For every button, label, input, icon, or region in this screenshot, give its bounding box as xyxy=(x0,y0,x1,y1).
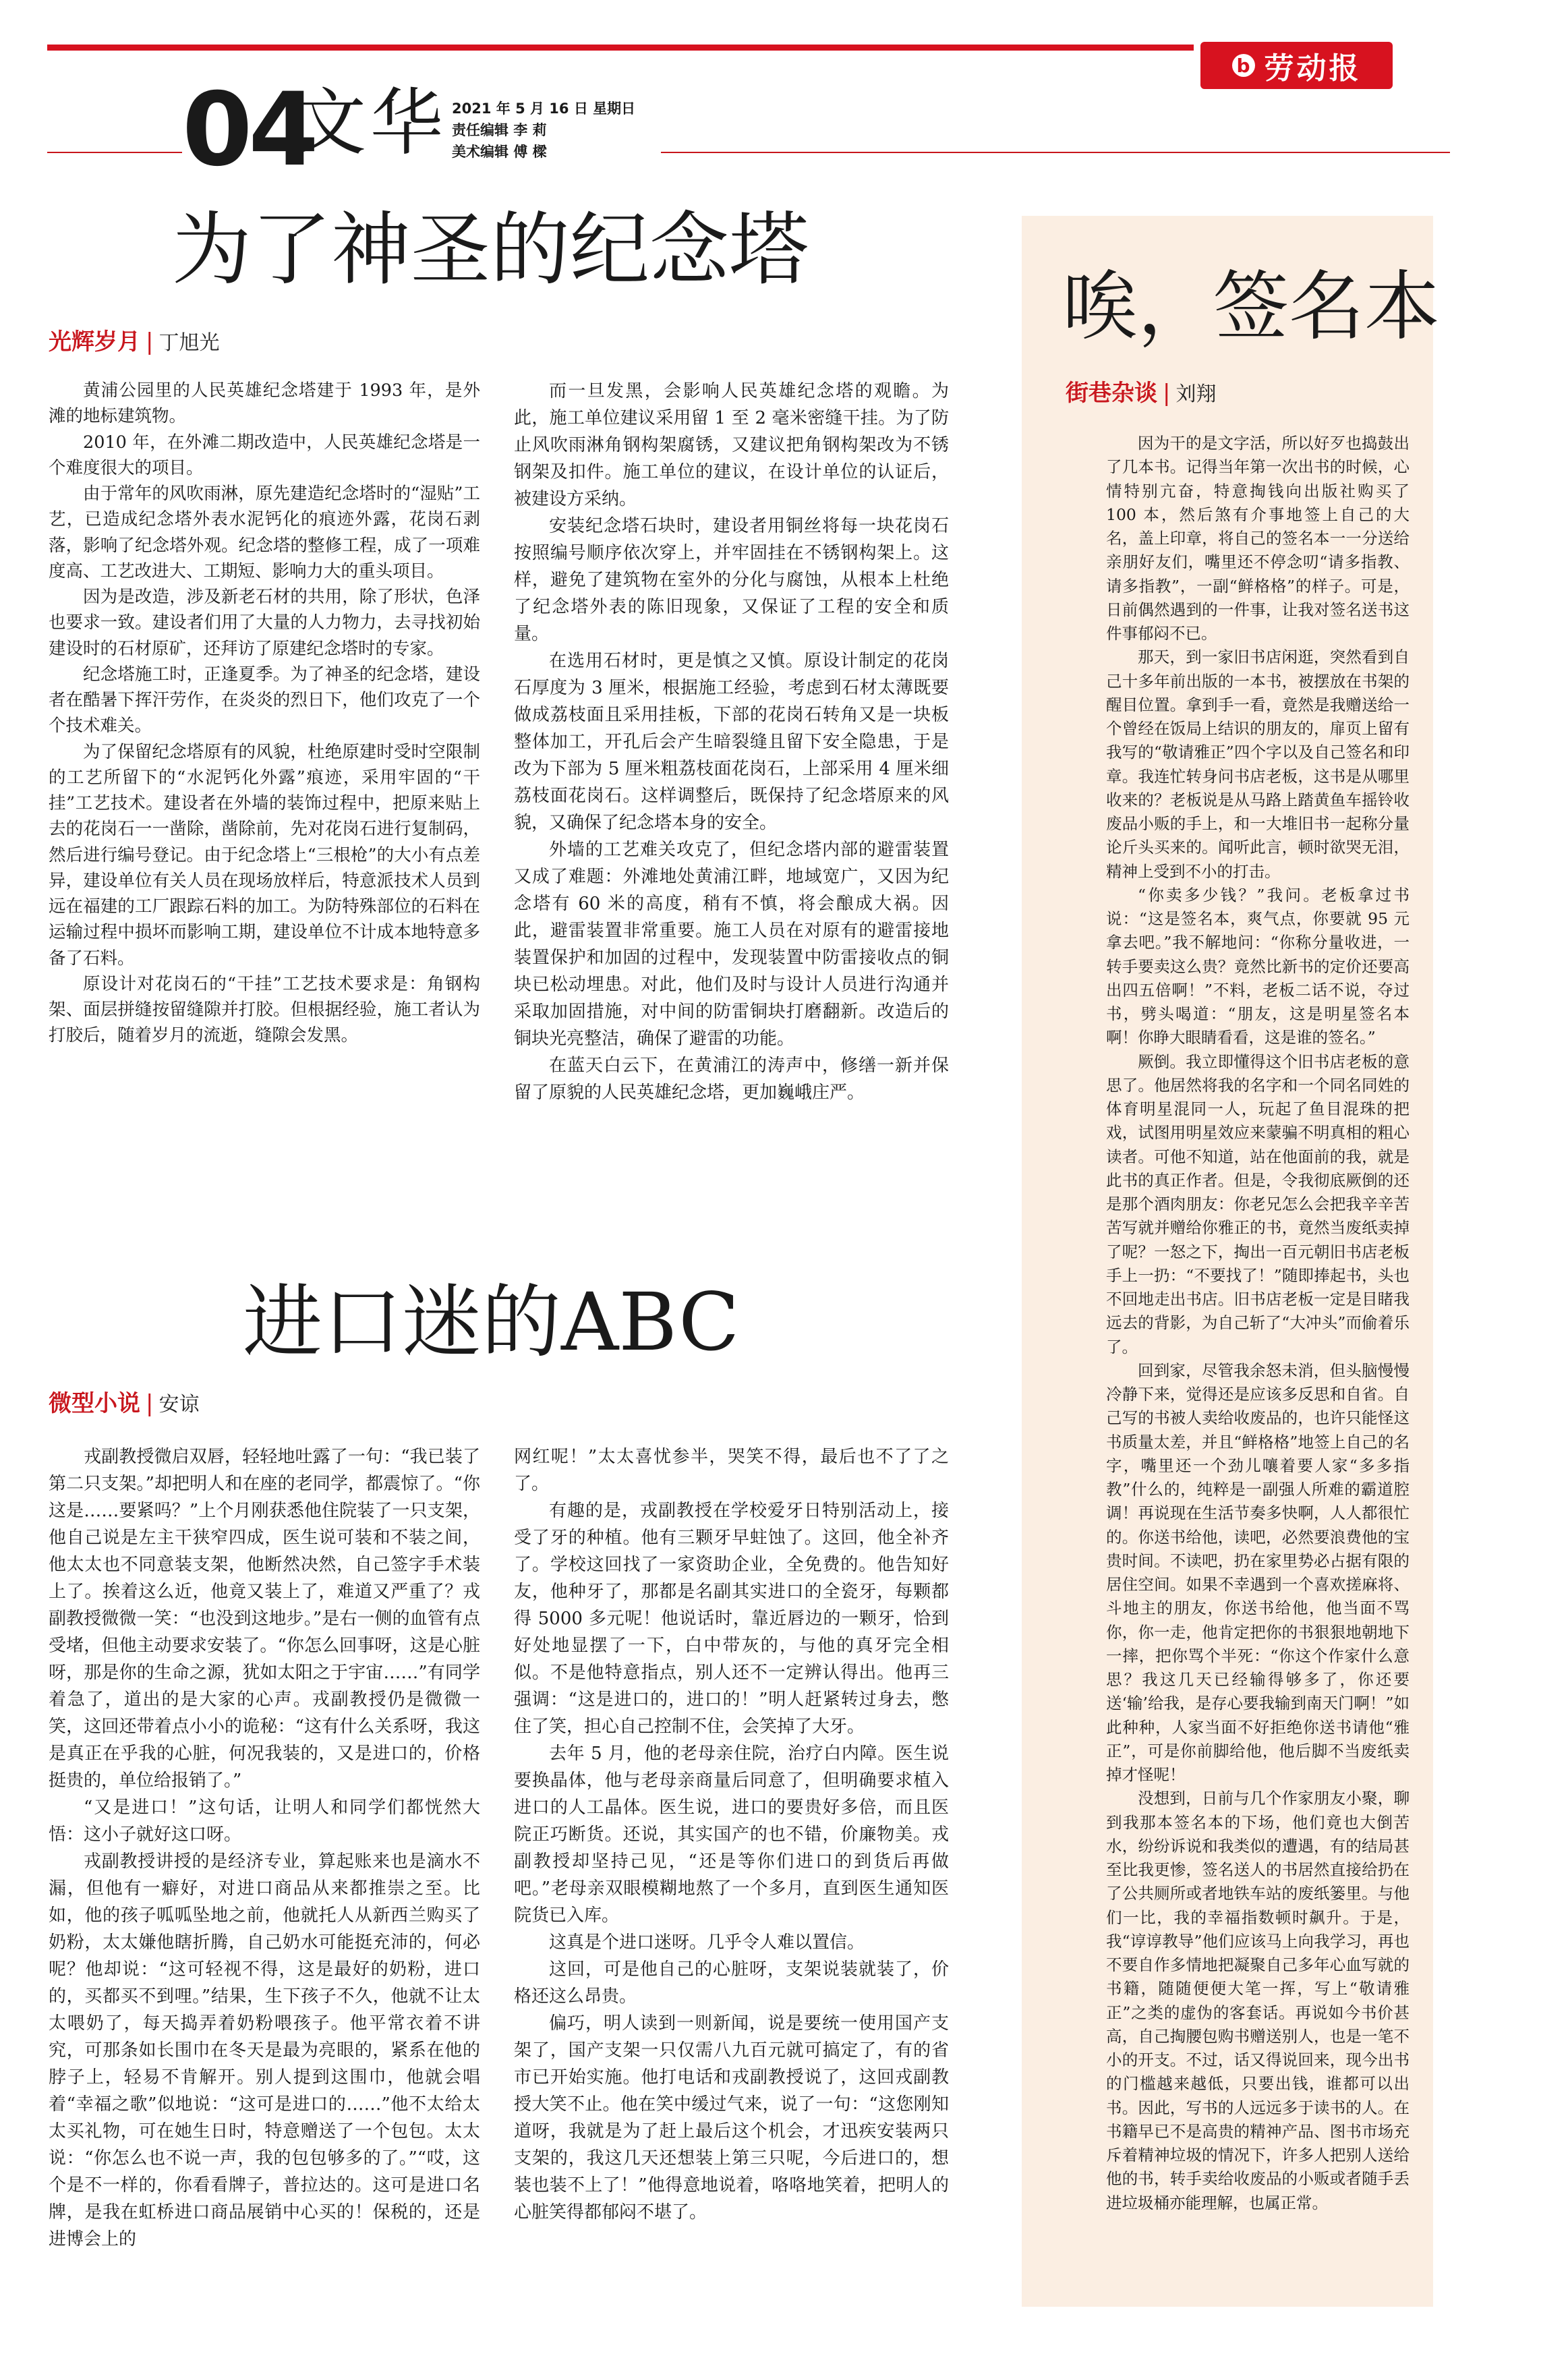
article3-column: 街巷杂谈 xyxy=(1066,380,1157,407)
page-number: 04 xyxy=(182,71,315,189)
issue-date: 2021 年 5 月 16 日 星期日 xyxy=(452,100,636,117)
paragraph: 这真是个进口迷呀。几乎令人难以置信。 xyxy=(549,1932,865,1953)
article3-title: 唉，签名本 xyxy=(1062,263,1440,351)
newspaper-masthead xyxy=(1200,42,1393,89)
paragraph: 偏巧，明人读到一则新闻，说是要统一使用国产支架了，国产支架一只仅需八九百元就可搞定了，有的省市已开始实施。他打电话和戎副教授说了，这回戎副教授大笑不止。他在笑中缓过气来，说了一句：“这您刚知道呀，我就是为了赶上最后这个机会，才迅疾安装两只支架的，我这几天还想装上第三只呢，今后进口的，想装也装不上了！”他得意地说着，咯咯地笑着，把明人的心脏笑得都郁闷不堪了。 xyxy=(514,2013,949,2222)
article2-author: 安谅 xyxy=(158,1393,200,1416)
paragraph: 黄浦公园里的人民英雄纪念塔建于 1993 年，是外滩的地标建筑物。 xyxy=(49,380,480,427)
paragraph: 因为是改造，涉及新老石材的共用，除了形状，色泽也要求一致。建设者们用了大量的人力物力，去寻找初始建设时的石材原矿，还拜访了原建纪念塔时的专家。 xyxy=(49,587,480,659)
newspaper-logo-icon: b xyxy=(1232,54,1255,77)
article1-title: 为了神圣的纪念塔 xyxy=(172,203,809,296)
paragraph: 这回，可是他自己的心脏呀，支架说装就装了，价格还这么昂贵。 xyxy=(514,1959,949,2007)
article1-column-2 xyxy=(514,378,949,1106)
paragraph: “你卖多少钱？”我问。老板拿过书说：“这是签名本，爽气点，你要就 95 元拿去吧。”我不解地问：“你称分量收进，一转手要卖这么贵？竟然比新书的定价还要高出四五倍啊！”不料，老板二话不说，夺过书，劈头喝道：“朋友，这是明星签名本啊！你睁大眼睛看看，这是谁的签名。” xyxy=(1106,885,1410,1047)
top-rule-thin-right xyxy=(661,152,1450,153)
section-title: 文华 xyxy=(293,81,448,165)
paragraph: 纪念塔施工时，正逢夏季。为了神圣的纪念塔，建设者在酷暑下挥汗劳作，在炎炎的烈日下，他们攻克了一个个技术难关。 xyxy=(49,664,480,737)
paragraph: 外墙的工艺难关攻克了，但纪念塔内部的避雷装置又成了难题：外滩地处黄浦江畔，地域宽广，又因为纪念塔有 60 米的高度，稍有不慎，将会酿成大祸。因此，避雷装置非常重要。施工人员在对原有的避雷接地装置保护和加固的过程中，发现装置中防雷接收点的铜块已松动埋患。对此，他们及时与设计人员进行沟通并采取加固措施，对中间的防雷铜块打磨翻新。改造后的铜块光亮整洁，确保了避雷的功能。 xyxy=(514,840,949,1049)
article3-author: 刘翔 xyxy=(1175,382,1217,406)
top-rule-left xyxy=(47,45,1194,51)
article1-author: 丁旭光 xyxy=(158,331,220,355)
paragraph: 由于常年的风吹雨淋，原先建造纪念塔时的“湿贴”工艺，已造成纪念塔外表水泥钙化的痕迹外露，花岗石剥落，影响了纪念塔外观。纪念塔的整修工程，成了一项难度高、工艺改进大、工期短、影响力大的重头项目。 xyxy=(49,484,480,581)
paragraph: 而一旦发黑，会影响人民英雄纪念塔的观瞻。为此，施工单位建议采用留 1 至 2 毫米密缝干挂。为了防止风吹雨淋角钢构架腐锈，又建议把角钢构架改为不锈钢架及扣件。施工单位的建议，在设计单位的认证后，被建设方采纳。 xyxy=(514,381,949,509)
top-rule-thin xyxy=(47,152,182,153)
paragraph: 2010 年，在外滩二期改造中，人民英雄纪念塔是一个难度很大的项目。 xyxy=(49,432,480,478)
art-editor: 美术编辑 傅 樑 xyxy=(452,144,547,160)
page-meta xyxy=(452,98,635,163)
paragraph: 网红呢！”太太喜忧参半，哭笑不得，最后也不了了之了。 xyxy=(514,1447,949,1494)
responsible-editor: 责任编辑 李 莉 xyxy=(452,122,547,138)
paragraph: 那天，到一家旧书店闲逛，突然看到自己十多年前出版的一本书，被摆放在书架的醒目位置。拿到手一看，竟然是我赠送给一个曾经在饭局上结识的朋友的，扉页上留有我写的“敬请雅正”四个字以及自己签名和印章。我连忙转身问书店老板，这书是从哪里收来的？老板说是从马路上踏黄鱼车摇铃收废品小贩的手上，和一大堆旧书一起称分量论斤头买来的。闻听此言，顿时欲哭无泪，精神上受到不小的打击。 xyxy=(1106,648,1410,881)
newspaper-name: 劳动报 xyxy=(1264,51,1362,86)
article3-body xyxy=(1106,432,1410,2215)
article2-column-1 xyxy=(49,1443,480,2253)
article2-title: 进口迷的ABC xyxy=(243,1275,740,1369)
paragraph: 回到家，尽管我余怒未消，但头脑慢慢冷静下来，觉得还是应该多反思和自省。自己写的书被人卖给收废品的，也许只能怪这书质量太差，并且“鲜格格”地签上自己的名字，嘴里还一个劲儿嚷着要人家“多多指教”什么的，纯粹是一副强人所难的霸道腔调！再说现在生活节奏多快啊，人人都很忙的。你送书给他，读吧，必然要浪费他的宝贵时间。不读吧，扔在家里势必占据有限的居住空间。如果不幸遇到一个喜欢搓麻将、斗地主的朋友，你送书给他，他当面不骂你，你一走，他肯定把你的书狠狠地朝地下一摔，把你骂个半死：“你这个作家什么意思？我这几天已经输得够多了，你还要送‘输’给我，是存心要我输到南天门啊！”如此种种，人家当面不好拒绝你送书请他“雅正”，可是你前脚给他，他后脚不当废纸卖掉才怪呢！ xyxy=(1106,1360,1410,1784)
paragraph: 为了保留纪念塔原有的风貌，杜绝原建时受时空限制的工艺所留下的“水泥钙化外露”痕迹，采用牢固的“干挂”工艺技术。建设者在外墙的装饰过程中，把原来贴上去的花岗石一一凿除，凿除前，先对花岗石进行复制码，然后进行编号登记。由于纪念塔上“三根枪”的大小有点差异，建设单位有关人员在现场放样后，特意派技术人员到远在福建的工厂跟踪石料的加工。为防特殊部位的石料在运输过程中损坏而影响工期，建设单位不计成本地特意多备了石料。 xyxy=(49,741,480,969)
article1-column: 光辉岁月 xyxy=(49,328,140,355)
paragraph: 在选用石材时，更是慎之又慎。原设计制定的花岗石厚度为 3 厘米，根据施工经验，考虑到石材太薄既要做成荔枝面且采用挂板，下部的花岗石转角又是一块板整体加工，开孔后会产生暗裂缝且留下安全隐患，于是改为下部为 5 厘米粗荔枝面花岗石，上部采用 4 厘米细荔枝面花岗石。这样调整后，既保持了纪念塔原来的风貌，又确保了纪念塔本身的安全。 xyxy=(514,651,949,833)
article3-byline: 街巷杂谈 | 刘翔 xyxy=(1066,380,1217,407)
paragraph: 有趣的是，戎副教授在学校爱牙日特别活动上，接受了牙的种植。他有三颗牙早蛀蚀了。这回，他全补齐了。学校这回找了一家资助企业，全免费的。他告知好友，他种牙了，那都是名副其实进口的全瓷牙，每颗都得 5000 多元呢！他说话时，靠近唇边的一颗牙，恰到好处地显摆了一下，白中带灰的，与他的真牙完全相似。不是他特意指点，别人还不一定辨认得出。他再三强调：“这是进口的，进口的！”明人赶紧转过身去，憋住了笑，担心自己控制不住，会笑掉了大牙。 xyxy=(514,1501,949,1737)
paragraph: 厥倒。我立即懂得这个旧书店老板的意思了。他居然将我的名字和一个同名同姓的体育明星混同一人，玩起了鱼目混珠的把戏，试图用明星效应来蒙骗不明真相的粗心读者。可他不知道，站在他面前的我，就是此书的真正作者。但是，令我彻底厥倒的还是那个酒肉朋友：你老兄怎么会把我辛辛苦苦写就并赠给你雅正的书，竟然当废纸卖掉了呢？一怒之下，掏出一百元朝旧书店老板手上一扔：“不要找了！”随即捧起书，头也不回地走出书店。旧书店老板一定是目睹我远去的背影，为自己斩了“大冲头”而偷着乐了。 xyxy=(1106,1052,1410,1356)
paragraph: 在蓝天白云下，在黄浦江的涛声中，修缮一新并保留了原貌的人民英雄纪念塔，更加巍峨庄严。 xyxy=(514,1056,949,1103)
article1-column-1 xyxy=(49,378,480,1049)
paragraph: 安装纪念塔石块时，建设者用铜丝将每一块花岗石按照编号顺序依次穿上，并牢固挂在不锈钢构架上。这样，避免了建筑物在室外的分化与腐蚀，从根本上杜绝了纪念塔外表的陈旧现象，又保证了工程的安全和质量。 xyxy=(514,516,949,644)
paragraph: “又是进口！”这句话，让明人和同学们都恍然大悟：这小子就好这口呀。 xyxy=(49,1798,480,1845)
paragraph: 去年 5 月，他的老母亲住院，治疗白内障。医生说要换晶体，他与老母亲商量后同意了，但明确要求植入进口的人工晶体。医生说，进口的要贵好多倍，而且医院正巧断货。还说，其实国产的也不错，价廉物美。戎副教授却坚持己见，“还是等你们进口的到货后再做吧。”老母亲双眼模糊地熬了一个多月，直到医生通知医院货已入库。 xyxy=(514,1744,949,1926)
paragraph: 戎副教授微启双唇，轻轻地吐露了一句：“我已装了第二只支架。”却把明人和在座的老同学，都震惊了。“你这是……要紧吗？”上个月刚获悉他住院装了一只支架，他自己说是左主干狭窄四成，医生说可装和不装之间，他太太也不同意装支架，他断然决然，自己签字手术装上了。挨着这么近，他竟又装上了，难道又严重了？戎副教授微微一笑：“也没到这地步。”是右一侧的血管有点受堵，但他主动要求安装了。“你怎么回事呀，这是心脏呀，那是你的生命之源，犹如太阳之于宇宙……”有同学着急了，道出的是大家的心声。戎副教授仍是微微一笑，这回还带着点小小的诡秘：“这有什么关系呀，我这是真正在乎我的心脏，何况我装的，又是进口的，价格挺贵的，单位给报销了。” xyxy=(49,1447,480,1791)
article2-column-2 xyxy=(514,1443,949,2226)
paragraph: 因为干的是文字活，所以好歹也捣鼓出了几本书。记得当年第一次出书的时候，心情特别亢奋，特意掏钱向出版社购买了 100 本，然后煞有介事地签上自己的大名，盖上印章，将自己的签名本一一分送给亲朋好友们，嘴里还不停念叨“请多指教、请多指教”，一副“鲜格格”的样子。可是，日前偶然遇到的一件事，让我对签名送书这件事郁闷不已。 xyxy=(1106,434,1410,643)
article2-column: 微型小说 xyxy=(49,1390,140,1417)
paragraph: 原设计对花岗石的“干挂”工艺技术要求是：角钢构架、面层拼缝按留缝隙并打胶。但根据经验，施工者认为打胶后，随着岁月的流逝，缝隙会发黑。 xyxy=(49,973,480,1046)
article2-byline: 微型小说 | 安谅 xyxy=(49,1390,200,1417)
article1-byline: 光辉岁月 | 丁旭光 xyxy=(49,328,220,355)
paragraph: 没想到，日前与几个作家朋友小聚，聊到我那本签名本的下场，他们竟也大倒苦水，纷纷诉说和我类似的遭遇，有的结局甚至比我更惨，签名送人的书居然直接给扔在了公共厕所或者地铁车站的废纸篓里。与他们一比，我的幸福指数顿时飙升。于是，我“谆谆教导”他们应该马上向我学习，再也不要自作多情地把凝聚自己多年心血写就的书籍，随随便便大笔一挥，写上“敬请雅正”之类的虚伪的客套话。再说如今书价甚高，自己掏腰包购书赠送别人，也是一笔不小的开支。不过，话又得说回来，现今出书的门槛越来越低，只要出钱，谁都可以出书。因此，写书的人远远多于读书的人。在书籍早已不是高贵的精神产品、图书市场充斥着精神垃圾的情况下，许多人把别人送给他的书，转手卖给收废品的小贩或者随手丢进垃圾桶亦能理解，也属正常。 xyxy=(1106,1789,1410,2212)
paragraph: 戎副教授讲授的是经济专业，算起账来也是滴水不漏，但他有一癖好，对进口商品从来都推崇之至。比如，他的孩子呱呱坠地之前，他就托人从新西兰购买了奶粉，太太嫌他瞎折腾，自己奶水可能挺充沛的，何必呢？他却说：“这可轻视不得，这是最好的奶粉，进口的，买都买不到哩。”结果，生下孩子不久，他就不让太太喂奶了，每天捣弄着奶粉喂孩子。他平常衣着不讲究，可那条如长围巾在冬天是最为亮眼的，紧系在他的脖子上，轻易不肯解开。别人提到这围巾，他就会唱着“幸福之歌”似地说：“这可是进口的……”他不太给太太买礼物，可在她生日时，特意赠送了一个包包。太太说：“你怎么也不说一声，我的包包够多的了。”“哎，这个是不一样的，你看看牌子，普拉达的。这可是进口名牌，是我在虹桥进口商品展销中心买的！保税的，还是进博会上的 xyxy=(49,1851,480,2249)
